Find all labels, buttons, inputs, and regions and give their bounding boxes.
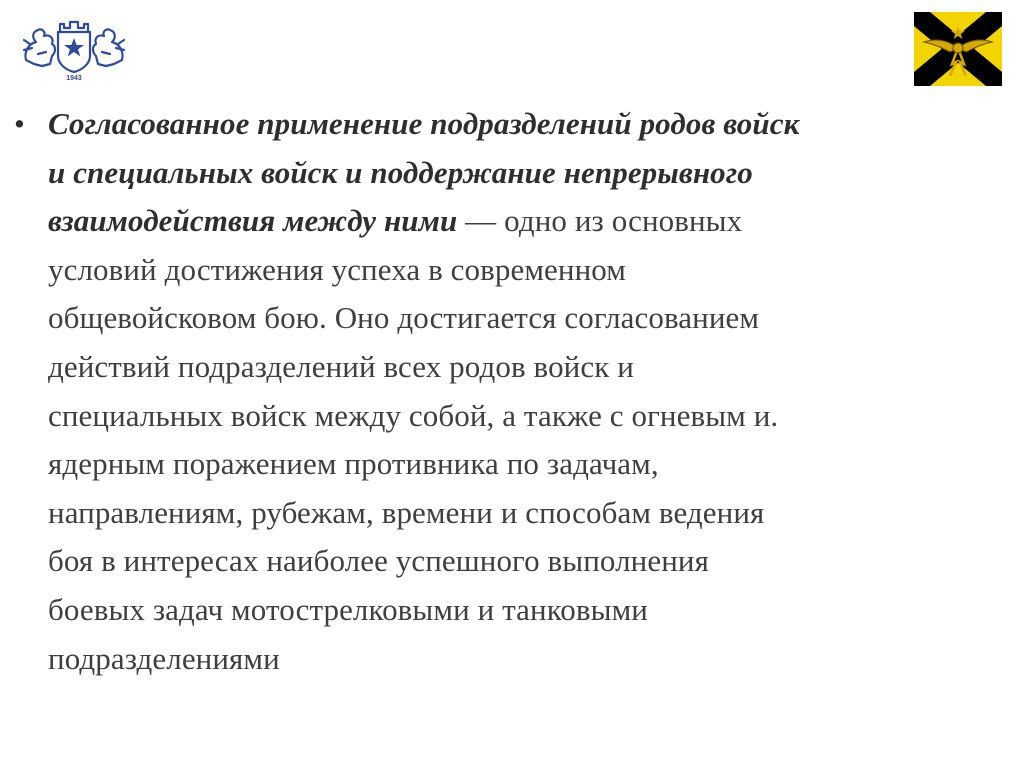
bold-line-3: взаимодействия между ними (48, 203, 458, 239)
bold-line-2: и специальных войск и поддержание непрерывного (48, 154, 753, 190)
text-line-7: специальных войск между собой, а также с огневым и. (48, 397, 779, 433)
text-line-5: общевойсковом бою. Оно достигается согласованием (48, 300, 760, 336)
text-line-12: подразделениями (48, 640, 280, 676)
bullet-paragraph (12, 100, 1012, 683)
text-line-8: ядерным поражением противника по задачам, (48, 446, 659, 482)
bullet-marker: • (14, 106, 25, 141)
text-line-10: боя в интересах наиболее успешного выполнения (48, 543, 709, 579)
bold-line-1: Согласованное применение подразделений родов войск (48, 106, 800, 141)
mixed-line-3 (48, 197, 1012, 246)
text-line-11: боевых задач мотострелковыми и танковыми (48, 591, 648, 627)
crest-year: 1943 (66, 75, 82, 82)
text-line-9: направлениям, рубежам, времени и способам ведения (48, 494, 765, 530)
dash-continuation: — одно из основных (457, 203, 743, 239)
signal-troops-emblem-icon (914, 12, 1002, 86)
text-line-4: условий достижения успеха в современном (48, 251, 627, 287)
university-crest-icon (20, 14, 128, 84)
text-line-6: действий подразделений всех родов войск и (48, 348, 634, 384)
bullet-text (48, 100, 1012, 683)
